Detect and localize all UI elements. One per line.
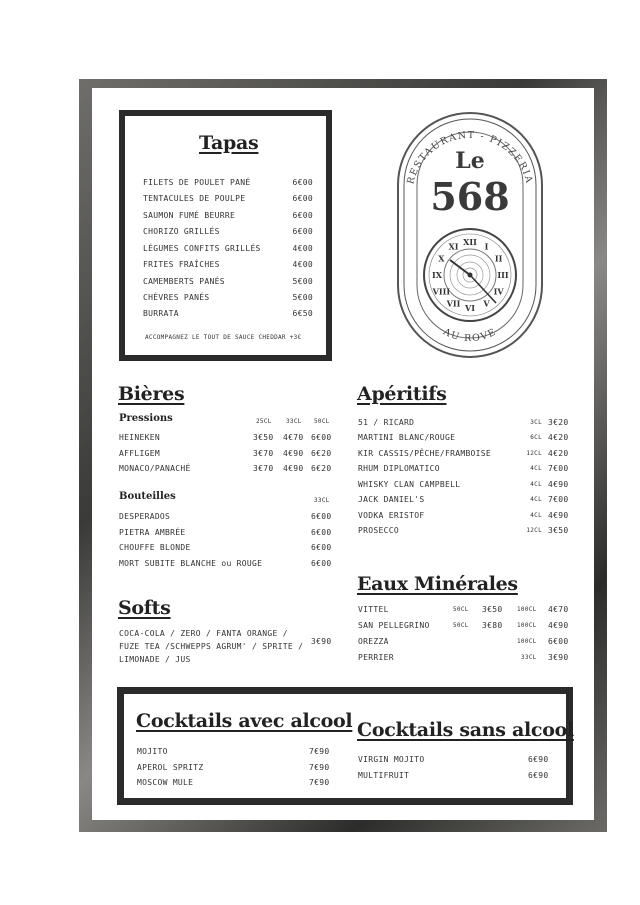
list-item: MONACO/PANACHÉ	[119, 464, 191, 473]
item-price: 4€90	[548, 621, 569, 630]
item-price: 3€20	[548, 418, 569, 427]
item-price: 7€90	[309, 778, 330, 787]
list-item: DESPERADOS	[119, 512, 171, 521]
list-item: BURRATA	[143, 309, 179, 318]
item-price: 6€20	[311, 449, 332, 458]
size-header: 50CL	[314, 418, 330, 425]
item-price: 4€70	[283, 433, 304, 442]
item-price: 7€00	[548, 464, 569, 473]
item-size: 4CL	[530, 512, 542, 519]
list-item: PROSECCO	[358, 526, 399, 535]
item-size: 50CL	[453, 606, 469, 613]
clock-numeral: II	[494, 253, 503, 264]
list-item: TENTACULES DE POULPE	[143, 194, 246, 203]
list-item: RHUM DIPLOMATICO	[358, 464, 440, 473]
size-header: 25CL	[256, 418, 272, 425]
item-price: 6€00	[292, 194, 313, 203]
list-item: CHÈVRES PANÉS	[143, 293, 210, 302]
clock-numeral: IV	[493, 286, 504, 297]
softs-line: COCA-COLA / ZERO / FANTA ORANGE /	[119, 629, 288, 638]
item-price: 3€80	[482, 621, 503, 630]
list-item: CHOUFFE BLONDE	[119, 543, 191, 552]
item-price: 4€20	[548, 433, 569, 442]
item-price: 4€90	[548, 511, 569, 520]
tapas-title: Tapas	[199, 132, 259, 154]
item-price: 4€90	[283, 449, 304, 458]
clock-numeral: VII	[446, 298, 461, 309]
item-price: 7€00	[548, 495, 569, 504]
item-price: 3€50	[482, 605, 503, 614]
list-item: FILETS DE POULET PANÉ	[143, 178, 251, 187]
item-price: 6€00	[292, 211, 313, 220]
list-item: VIRGIN MOJITO	[358, 755, 425, 764]
item-price: 3€70	[253, 449, 274, 458]
cocktails-alcool-title: Cocktails avec alcool	[136, 710, 353, 732]
clock-numeral: XII	[463, 237, 477, 247]
item-size: 3CL	[530, 419, 542, 426]
item-size: 100CL	[517, 622, 537, 629]
item-price: 6€00	[311, 528, 332, 537]
list-item: FRITES FRAÎCHES	[143, 260, 220, 269]
list-item: PIETRA AMBRÉE	[119, 528, 186, 537]
clock-numeral: XI	[448, 241, 459, 252]
item-price: 6€00	[292, 178, 313, 187]
cocktails-sans-title: Cocktails sans alcool	[357, 719, 574, 741]
item-price: 4€90	[283, 464, 304, 473]
list-item: MORT SUBITE BLANCHE ou ROUGE	[119, 559, 263, 568]
item-price: 6€00	[311, 543, 332, 552]
bieres-title: Bières	[118, 383, 185, 405]
list-item: MULTIFRUIT	[358, 771, 410, 780]
item-price: 4€00	[292, 244, 313, 253]
list-item: CAMEMBERTS PANÉS	[143, 277, 225, 286]
clock-numeral: IX	[432, 270, 442, 280]
softs-line: FUZE TEA /SCHWEPPS AGRUM' / SPRITE /	[119, 642, 304, 651]
item-price: 5€00	[292, 277, 313, 286]
item-price: 6€20	[311, 464, 332, 473]
list-item: HEINEKEN	[119, 433, 160, 442]
item-price: 6€00	[292, 227, 313, 236]
list-item: AFFLIGEM	[119, 449, 160, 458]
list-item: SAN PELLEGRINO	[358, 621, 430, 630]
list-item: VODKA ERISTOF	[358, 511, 425, 520]
item-price: 6€00	[548, 637, 569, 646]
list-item: CHORIZO GRILLÉS	[143, 227, 220, 236]
item-price: 4€20	[548, 449, 569, 458]
clock-numeral: V	[483, 298, 490, 309]
list-item: SAUMON FUMÉ BEURRE	[143, 211, 236, 220]
tapas-note: ACCOMPAGNEZ LE TOUT DE SAUCE CHEDDAR +3€	[145, 334, 302, 341]
item-price: 3€90	[548, 653, 569, 662]
list-item: MARTINI BLANC/ROUGE	[358, 433, 456, 442]
clock-numeral: III	[497, 270, 509, 280]
bouteilles-label: Bouteilles	[119, 491, 176, 502]
item-price: 7€90	[309, 763, 330, 772]
item-price: 6€00	[311, 512, 332, 521]
softs-title: Softs	[118, 597, 171, 619]
item-size: 4CL	[530, 496, 542, 503]
item-price: 4€70	[548, 605, 569, 614]
item-size: 12CL	[526, 450, 542, 457]
eaux-title: Eaux Minérales	[357, 573, 518, 595]
list-item: APEROL SPRITZ	[137, 763, 204, 772]
item-price: 6€00	[311, 559, 332, 568]
list-item: PERRIER	[358, 653, 394, 662]
list-item: MOSCOW MULE	[137, 778, 194, 787]
item-price: 3€50	[253, 433, 274, 442]
item-size: 100CL	[517, 638, 537, 645]
softs-line: LIMONADE / JUS	[119, 655, 191, 664]
item-price: 3€50	[548, 526, 569, 535]
size-header: 33CL	[314, 497, 330, 504]
logo-bottom-text: AU ROVE	[441, 326, 499, 345]
list-item: OREZZA	[358, 637, 389, 646]
item-price: 6€50	[292, 309, 313, 318]
item-price: 4€00	[292, 260, 313, 269]
item-size: 100CL	[517, 606, 537, 613]
item-price: 4€90	[548, 480, 569, 489]
list-item: 51 / RICARD	[358, 418, 415, 427]
item-size: 4CL	[530, 465, 542, 472]
clock-numeral: X	[438, 253, 445, 264]
pressions-label: Pressions	[119, 413, 173, 424]
restaurant-logo	[395, 110, 545, 360]
clock-numeral: I	[484, 241, 489, 252]
logo-top-text: RESTAURANT - PIZZERIA	[405, 129, 535, 186]
clock-icon	[424, 229, 516, 321]
item-size: 6CL	[530, 434, 542, 441]
item-price: 6€90	[528, 755, 549, 764]
item-price: 6€90	[528, 771, 549, 780]
list-item: WHISKY CLAN CAMPBELL	[358, 480, 461, 489]
aperitifs-title: Apéritifs	[357, 383, 447, 405]
list-item: KIR CASSIS/PÊCHE/FRAMBOISE	[358, 449, 492, 458]
list-item: JACK DANIEL'S	[358, 495, 425, 504]
logo-number: 568	[430, 174, 510, 219]
list-item: LÉGUMES CONFITS GRILLÉS	[143, 244, 261, 253]
list-item: MOJITO	[137, 747, 168, 756]
logo-le: Le	[455, 148, 485, 174]
clock-numeral: VI	[465, 303, 475, 313]
cocktails-box	[117, 687, 573, 805]
item-price: 5€00	[292, 293, 313, 302]
item-price: 3€90	[311, 637, 332, 646]
list-item: VITTEL	[358, 605, 389, 614]
clock-numeral: VIII	[432, 286, 451, 297]
item-size: 33CL	[521, 654, 537, 661]
item-price: 6€00	[311, 433, 332, 442]
item-price: 3€70	[253, 464, 274, 473]
size-header: 33CL	[286, 418, 302, 425]
item-size: 12CL	[526, 527, 542, 534]
item-price: 7€90	[309, 747, 330, 756]
item-size: 4CL	[530, 481, 542, 488]
tapas-box	[119, 110, 332, 361]
item-size: 50CL	[453, 622, 469, 629]
